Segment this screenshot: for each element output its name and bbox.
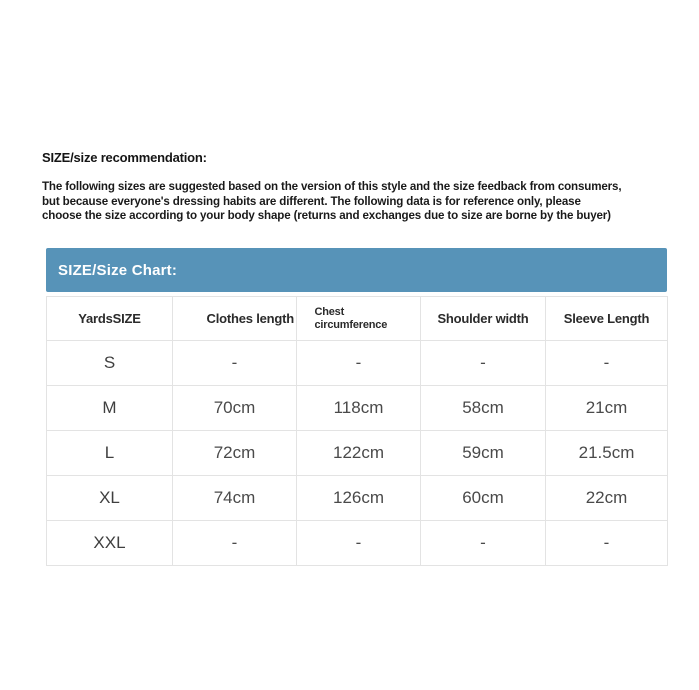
column-header-yards-size: YardsSIZE [47, 297, 173, 341]
table-header-row [47, 297, 668, 341]
cell-clothes-length: - [173, 521, 297, 566]
recommendation-line: choose the size according to your body shape (returns and exchanges due to size are borne by the buyer) [42, 209, 611, 222]
table-row-xl [47, 476, 668, 521]
cell-clothes-length: 74cm [173, 476, 297, 521]
size-chart-banner [46, 248, 667, 292]
column-header-shoulder-width: Shoulder width [421, 297, 546, 341]
cell-shoulder-width: 60cm [421, 476, 546, 521]
cell-size: XL [47, 476, 173, 521]
cell-size: L [47, 431, 173, 476]
size-recommendation-heading: SIZE/size recommendation: [42, 150, 207, 165]
cell-shoulder-width: - [421, 341, 546, 386]
column-header-clothes-length: Clothes length [173, 297, 297, 341]
table-row-l [47, 431, 668, 476]
table-row-xxl [47, 521, 668, 566]
cell-chest-circumference: 122cm [297, 431, 421, 476]
cell-size: M [47, 386, 173, 431]
table-row-s [47, 341, 668, 386]
cell-sleeve-length: - [546, 341, 668, 386]
cell-clothes-length: 72cm [173, 431, 297, 476]
cell-shoulder-width: 59cm [421, 431, 546, 476]
cell-shoulder-width: 58cm [421, 386, 546, 431]
cell-clothes-length: 70cm [173, 386, 297, 431]
size-recommendation-text [42, 180, 682, 224]
cell-clothes-length: - [173, 341, 297, 386]
cell-chest-circumference: 118cm [297, 386, 421, 431]
cell-chest-circumference: - [297, 521, 421, 566]
cell-shoulder-width: - [421, 521, 546, 566]
cell-chest-circumference: 126cm [297, 476, 421, 521]
table-row-m [47, 386, 668, 431]
cell-size: XXL [47, 521, 173, 566]
cell-sleeve-length: - [546, 521, 668, 566]
column-header-chest-circumference-label: Chest circumference [314, 305, 388, 331]
size-chart-title: SIZE/Size Chart: [58, 261, 178, 279]
recommendation-line: but because everyone's dressing habits are different. The following data is for reference only, please [42, 194, 581, 208]
cell-size: S [47, 341, 173, 386]
column-header-sleeve-length: Sleeve Length [546, 297, 668, 341]
cell-sleeve-length: 21.5cm [546, 431, 668, 476]
cell-sleeve-length: 22cm [546, 476, 668, 521]
cell-chest-circumference: - [297, 341, 421, 386]
recommendation-line: The following sizes are suggested based on the version of this style and the size feedback from consumers, [42, 180, 622, 193]
column-header-chest-circumference [297, 297, 421, 341]
size-chart-table [46, 296, 668, 566]
cell-sleeve-length: 21cm [546, 386, 668, 431]
